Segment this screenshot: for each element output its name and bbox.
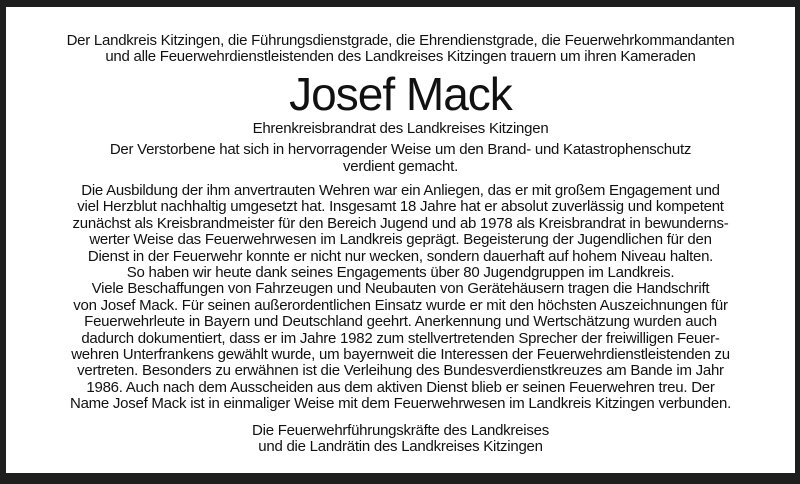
deceased-name: Josef Mack [289,68,512,120]
body-line: 1986. Auch nach dem Ausscheiden aus dem aktiven Dienst blieb er seinen Feuerwehren treu. Der [86,378,715,396]
obituary-notice [6,7,795,473]
body-line: dadurch dokumentiert, dass er im Jahre 1982 zum stellvertretenden Sprecher der freiwilligen Feuer- [81,329,720,347]
body-line: vertreten. Besonders zu erwähnen ist die Verleihung des Bundesverdienstkreuzes am Bande im Jahr [77,362,724,380]
signature-line: Die Feuerwehrführungskräfte des Landkreises [252,422,549,439]
body-line: zunächst als Kreisbrandmeister für den Bereich Jugend und ab 1978 als Kreisbrandrat in bewunderns- [72,214,729,232]
body-line: Feuerwehrleute in Bayern und Deutschland geehrt. Anerkennung und Wertschätzung wurden auch [84,313,717,331]
intro-line: und alle Feuerwehrdienstleistenden des Landkreises Kitzingen trauern um ihren Kameraden [105,48,696,65]
body-line: viel Herzblut nachhaltig umgesetzt hat. Insgesamt 18 Jahre hat er absolut zuverlässig und kompetent [77,198,724,216]
intro-line: Der Landkreis Kitzingen, die Führungsdienstgrade, die Ehrendienstgrade, die Feuerwehrkommandanten [66,32,735,49]
body-line: von Josef Mack. Für seinen außerordentlichen Einsatz wurde er mit den höchsten Auszeichnungen für [73,296,728,314]
body-line: Viele Beschaffungen von Fahrzeugen und Neubauten von Gerätehäusern tragen die Handschrift [91,280,710,298]
body-line: wehren Unterfrankens gewählt wurde, um bayernweit die Interessen der Feuerwehrdienstleistenden zu [71,346,730,363]
signature-line: und die Landrätin des Landkreises Kitzingen [258,438,543,455]
deceased-title: Ehrenkreisbrandrat des Landkreises Kitzingen [252,120,549,137]
body-line: So haben wir heute dank seines Engagements über 80 Jugendgruppen im Landkreis. [126,264,675,281]
body-line: Name Josef Mack ist in einmaliger Weise mit dem Feuerwehrwesen im Landkreis Kitzingen verbunden. [69,395,732,413]
body-line: Dienst in der Feuerwehr konnte er nicht nur wecken, sondern dauerhaft auf hohem Niveau halten. [87,247,714,265]
body-line: werter Weise das Feuerwehrwesen im Landkreis geprägt. Begeisterung der Jugendlichen für den [89,231,712,249]
merit-line: Der Verstorbene hat sich in hervorragender Weise um den Brand- und Katastrophenschutz [109,141,692,158]
body-line: Die Ausbildung der ihm anvertrauten Wehren war ein Anliegen, das er mit großem Engagement und [81,182,720,199]
merit-line: verdient gemacht. [343,158,458,175]
